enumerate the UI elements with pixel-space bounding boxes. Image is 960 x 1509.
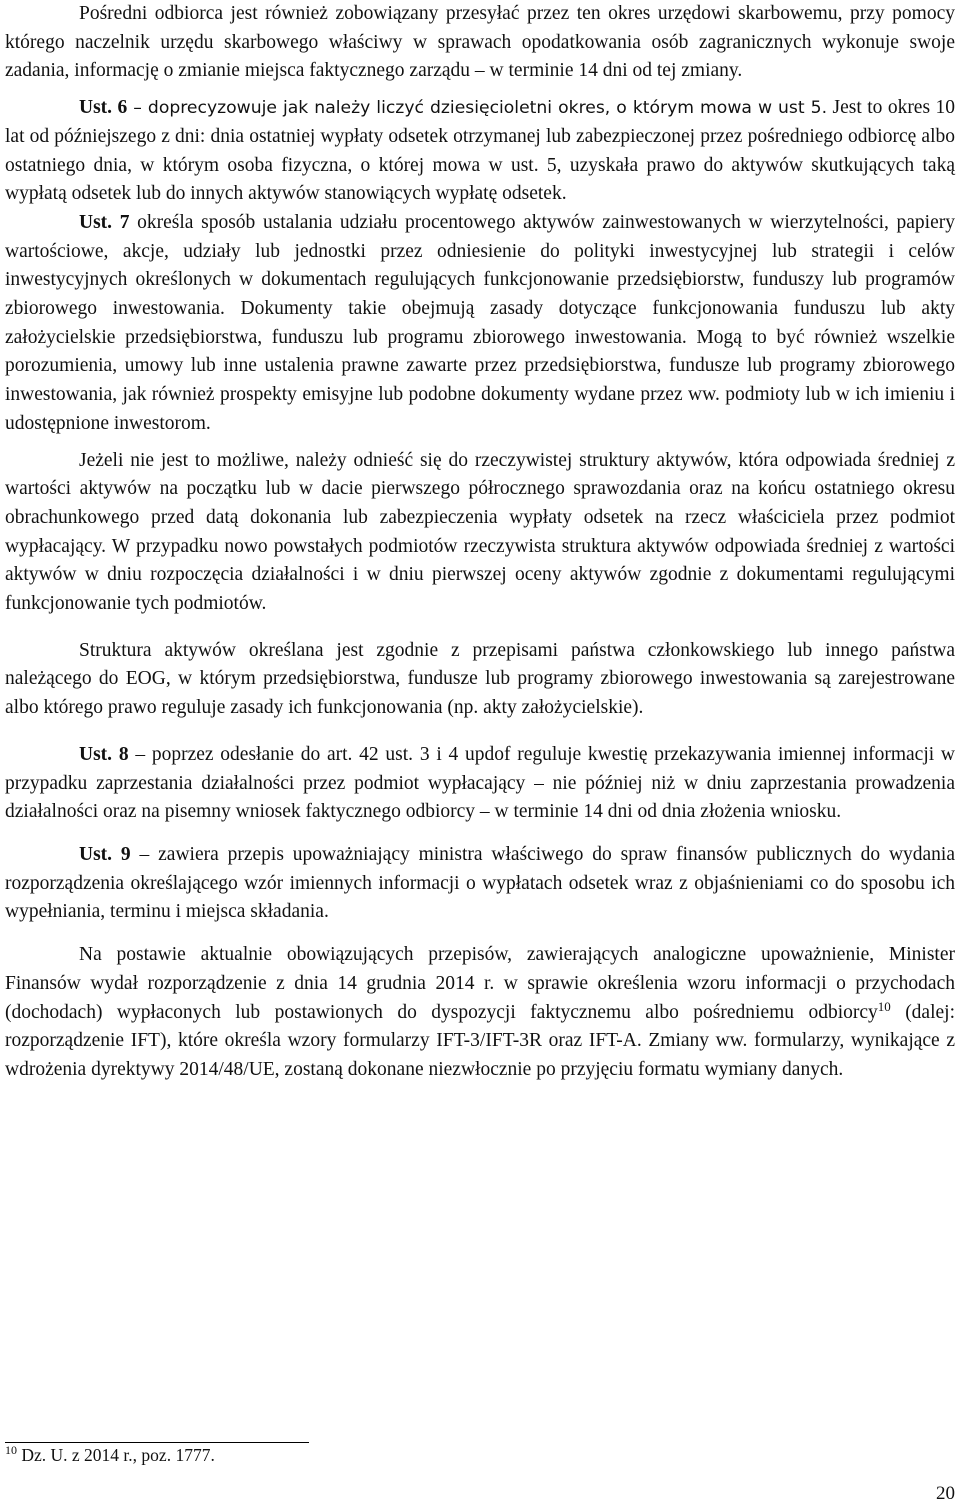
ust-8-number: 8 <box>118 743 129 765</box>
ift-regulation-text-after: (dalej: rozporządzenie IFT), które określa wzory formularzy IFT-3/IFT-3R oraz IFT-A. Zmiany ww. formularzy, wynikające z wdrożenia dyrektywy 2014/48/UE, zostaną dokonane niezwłocznie po przyjęciu formatu wymiany danych. <box>5 1001 955 1080</box>
footnote <box>5 1441 215 1469</box>
paragraph-ift-regulation <box>5 941 955 1085</box>
ust-9-number: 9 <box>120 843 131 865</box>
paragraph-actual-asset-structure: Jeżeli nie jest to możliwe, należy odnieść się do rzeczywistej struktury aktywów, która odpowiada średniej z wartości aktywów na początku lub w dacie pierwszego półrocznego sprawozdania oraz na końcu ostatniego okresu obrachunkowego przed datą dokonania lub zabezpieczenia wypłaty odsetek na rzecz właściciela przez podmiot wypłacający. W przypadku nowo powstałych podmiotów rzeczywista struktura aktywów odpowiada średniej z wartości aktywów w dniu rozpoczęcia działalności i w dniu pierwszej oceny aktywów zgodnie z dokumentami regulującymi funkcjonowanie tych podmiotów. <box>5 449 955 615</box>
ift-regulation-text-before: Na postawie aktualnie obowiązujących przepisów, zawierających analogiczne upoważnienie, Minister Finansów wydał rozporządzenie z dnia 14 grudnia 2014 r. w sprawie określenia wzoru informacji o przychodach (dochodach) wypłaconych lub postawionych do dyspozycji faktycznemu albo pośredniemu odbiorcy <box>5 944 955 1023</box>
ust-6-number: 6 <box>117 97 128 119</box>
ust-7-number: 7 <box>119 211 130 233</box>
paragraph-indirect-recipient-obligation: Pośredni odbiorca jest również zobowiązany przesyłać przez ten okres urzędowi skarbowemu, przy pomocy którego naczelnik urzędu skarbowego właściwy w sprawach opodatkowania osób zagranicznych wykonuje swoje zadania, informację o zmianie miejsca faktycznego zarządu – w terminie 14 dni od tej zmiany. <box>5 3 955 82</box>
paragraph-ust-9 <box>5 841 955 927</box>
ust-9-label: Ust. <box>79 843 113 865</box>
ust-8-text: – poprzez odesłanie do art. 42 ust. 3 i 4 updof reguluje kwestię przekazywania imiennej informacji w przypadku zaprzestania działalności przez podmiot wypłacający – nie później niż w dniu zaprzestania prowadzenia działalności oraz na pisemny wniosek faktycznego odbiorcy – w terminie 14 dni od dnia złożenia wniosku. <box>5 743 955 823</box>
document-page <box>5 0 955 1085</box>
ust-7-text: określa sposób ustalania udziału procentowego aktywów zainwestowanych w wierzytelności, papiery wartościowe, akcje, udziały lub jednostki przez odniesienie do polityki inwestycyjnej lub strategii i celów inwestycyjnych określonych w dokumentach regulujących funkcjonowanie przedsiębiorstw, funduszy lub programów zbiorowego inwestowania. Dokumenty takie obejmują zasady dotyczące funkcjonowania funduszu lub akty założycielskie przedsiębiorstwa, funduszu lub programu zbiorowego inwestowania. Mogą to być również wszelkie porozumienia, umowy lub inne ustalenia prawne zawarte przez przedsiębiorstwa, fundusze lub programy zbiorowego inwestowania, jak również prospekty emisyjne lub podobne dokumenty wydane przez ww. podmioty lub w ich imieniu i udostępnione inwestorom. <box>5 211 956 434</box>
footnote-text: Dz. U. z 2014 r., poz. 1777. <box>17 1445 215 1465</box>
page-number: 20 <box>936 1483 955 1504</box>
footnote-number: 10 <box>5 1443 17 1457</box>
paragraph-ust-6 <box>5 94 955 209</box>
ust-6-text: Jest to okres 10 lat od późniejszego z dni: dnia ostatniej wypłaty odsetek otrzymanej lub zabezpieczonej przez pośredniego odbiorcę albo ostatniego dnia, w którym osoba fizyczna, o której mowa w ust. 5, uzyskała prawo do aktywów skutkujących taką wypłatą odsetek lub do innych aktywów stanowiących wypłatę odsetek. <box>5 97 956 205</box>
ust-7-label: Ust. <box>79 211 113 233</box>
paragraph-asset-structure-rules: Struktura aktywów określana jest zgodnie z przepisami państwa członkowskiego lub innego państwa należącego do EOG, w którym przedsiębiorstwa, fundusze lub programy zbiorowego inwestowania są zarejestrowane albo którego prawo reguluje zasady ich funkcjonowania (np. akty założycielskie). <box>5 639 955 719</box>
ust-8-label: Ust. <box>79 743 113 765</box>
paragraph-ust-8 <box>5 741 955 827</box>
ust-6-label: Ust. <box>79 97 113 119</box>
paragraph-ust-7 <box>5 209 955 439</box>
ust-6-lead-text: – doprecyzowuje jak należy liczyć dziesięcioletni okres, o którym mowa w ust 5. <box>127 98 828 119</box>
ust-9-text: – zawiera przepis upoważniający ministra właściwego do spraw finansów publicznych do wydania rozporządzenia określającego wzór imiennych informacji o wypłatach odsetek wraz z objaśnieniami co do sposobu ich wypełniania, terminu i miejsca składania. <box>5 843 956 923</box>
footnote-reference[interactable]: 10 <box>877 998 891 1014</box>
